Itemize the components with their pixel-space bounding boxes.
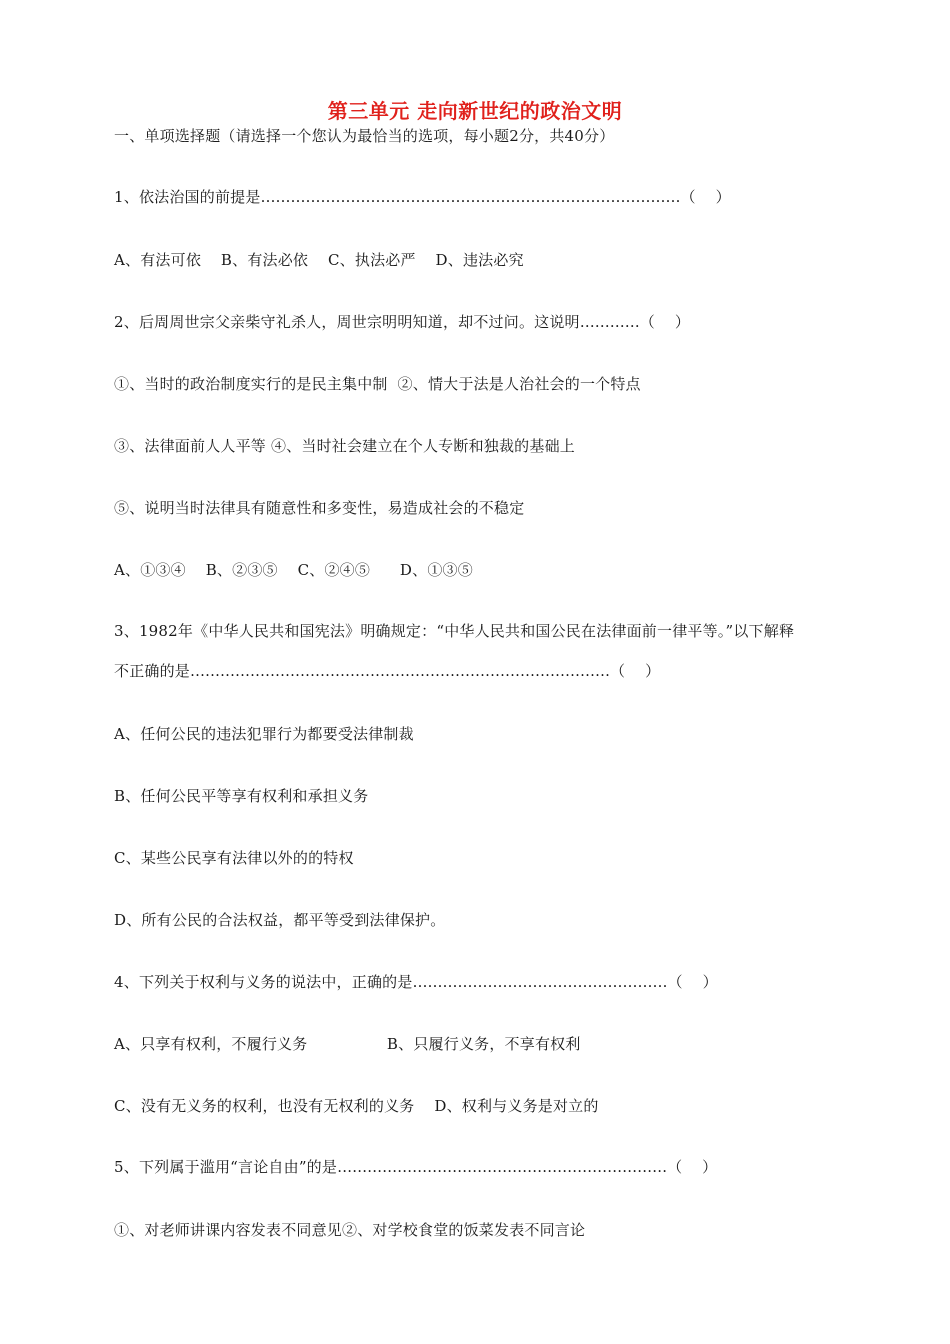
- question-3-stem-row-2: [114, 661, 660, 681]
- question-3-stem: 3、1982年《中华人民共和国宪法》明确规定：“中华人民共和国公民在法律面前一律平等。”以下解释: [114, 622, 795, 640]
- question-2-statement-2: ③、法律面前人人平等 ④、当时社会建立在个人专断和独裁的基础上: [114, 437, 575, 455]
- question-2-statement-1: ①、当时的政治制度实行的是民主集中制 ②、情大于法是人治社会的一个特点: [114, 375, 641, 393]
- question-1-stem: 1、依法治国的前提是: [114, 188, 261, 206]
- question-3-answer-bracket: （ ）: [610, 662, 661, 680]
- page-title: 第三单元 走向新世纪的政治文明: [327, 99, 623, 123]
- question-3-stem-continued: 不正确的是: [114, 662, 191, 680]
- question-1-answer-bracket: （ ）: [680, 188, 731, 206]
- question-5-leader: …………………………………………………………: [337, 1158, 668, 1176]
- question-4-stem-row: [114, 972, 718, 992]
- question-2-options: A、①③④ B、②③⑤ C、②④⑤ D、①③⑤: [114, 561, 473, 579]
- question-3-leader: …………………………………………………………………………: [190, 662, 611, 680]
- question-2-stem-row: [114, 312, 690, 332]
- question-2-answer-bracket: （ ）: [639, 313, 691, 331]
- question-4-options-row-2: C、没有无义务的权利，也没有无权利的义务 D、权利与义务是对立的: [114, 1097, 599, 1115]
- question-5-stem-row: [114, 1157, 717, 1177]
- section-heading: 一、单项选择题（请选择一个您认为最恰当的选项，每小题2分，共40分）: [114, 127, 615, 145]
- question-5-stem: 5、下列属于滥用“言论自由”的是: [114, 1158, 338, 1176]
- question-3-option-c: C、某些公民享有法律以外的的特权: [114, 849, 354, 867]
- question-5-statement-1: ①、对老师讲课内容发表不同意见②、对学校食堂的饭菜发表不同言论: [114, 1221, 586, 1239]
- question-4-answer-bracket: （ ）: [667, 973, 718, 991]
- question-3-option-b: B、任何公民平等享有权利和承担义务: [114, 787, 369, 805]
- question-1-leader: …………………………………………………………………………: [260, 188, 681, 206]
- question-2-leader: …………: [579, 313, 640, 331]
- question-3-option-a: A、任何公民的违法犯罪行为都要受法律制裁: [114, 725, 414, 743]
- question-2-stem: 2、后周周世宗父亲柴守礼杀人，周世宗明明知道，却不过问。这说明: [114, 313, 580, 331]
- question-4-options-row-1: A、只享有权利，不履行义务 B、只履行义务，不享有权利: [114, 1035, 581, 1053]
- question-1-options: A、有法可依 B、有法必依 C、执法必严 D、违法必究: [114, 251, 524, 269]
- question-5-answer-bracket: （ ）: [667, 1158, 718, 1176]
- question-2-statement-3: ⑤、说明当时法律具有随意性和多变性，易造成社会的不稳定: [114, 499, 525, 517]
- question-4-leader: ……………………………………………: [412, 973, 668, 991]
- question-4-stem: 4、下列关于权利与义务的说法中，正确的是: [114, 973, 413, 991]
- question-3-option-d: D、所有公民的合法权益，都平等受到法律保护。: [114, 911, 446, 929]
- question-1-stem-row: [114, 187, 731, 207]
